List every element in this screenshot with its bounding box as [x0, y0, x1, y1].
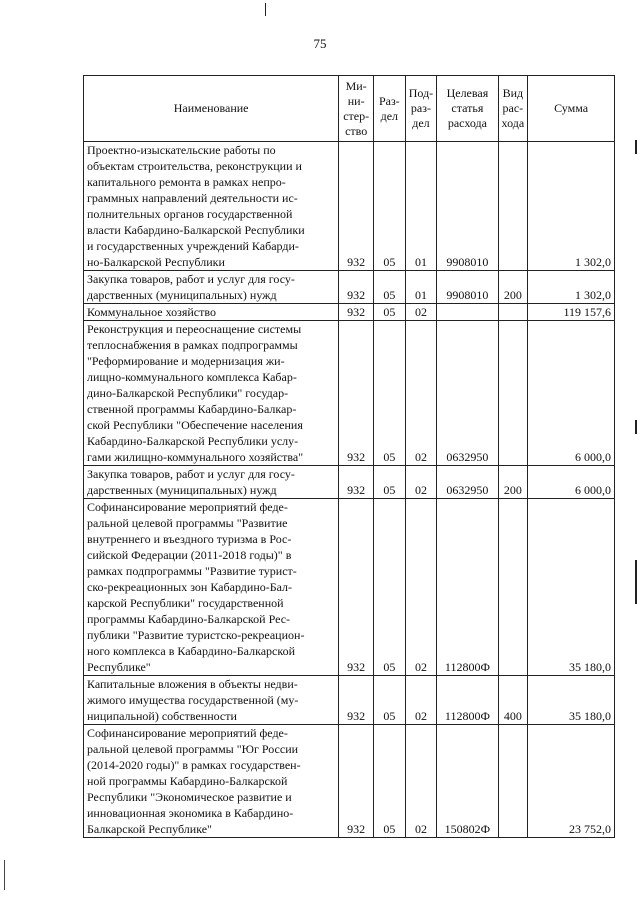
scan-mark — [4, 860, 5, 890]
row-ministry: 932 — [339, 304, 374, 321]
row-target-item: 150802Ф — [437, 725, 498, 838]
row-section: 05 — [374, 142, 406, 271]
scan-mark — [635, 560, 637, 604]
scan-mark — [265, 3, 266, 16]
row-name: Софинансирование мероприятий феде- ральной целевой программы "Юг России (2014-2020 годы)" в рамках государствен- ной программы Кабардино-Балкарской Республики "Экономическое развитие и инновационная экономика в Кабардино- Балкарской Республике" — [84, 725, 339, 838]
row-ministry: 932 — [339, 499, 374, 676]
row-subsection: 02 — [405, 676, 437, 725]
row-ministry: 932 — [339, 466, 374, 499]
row-section: 05 — [374, 466, 406, 499]
row-amount: 6 000,0 — [528, 466, 615, 499]
table-header-row — [84, 76, 615, 142]
table-row — [84, 676, 615, 725]
row-section: 05 — [374, 725, 406, 838]
row-ministry: 932 — [339, 725, 374, 838]
row-section: 05 — [374, 321, 406, 466]
row-subsection: 01 — [405, 142, 437, 271]
budget-table — [83, 75, 615, 838]
row-section: 05 — [374, 676, 406, 725]
header-subsection: Под- раз- дел — [405, 76, 437, 142]
table-row — [84, 142, 615, 271]
table-row — [84, 466, 615, 499]
header-ministry: Ми- ни- стер- ство — [339, 76, 374, 142]
row-expense-type: 400 — [498, 676, 528, 725]
scan-mark — [635, 140, 637, 154]
row-amount: 23 752,0 — [528, 725, 615, 838]
row-subsection: 01 — [405, 271, 437, 304]
row-subsection: 02 — [405, 466, 437, 499]
row-section: 05 — [374, 499, 406, 676]
row-section: 05 — [374, 271, 406, 304]
row-ministry: 932 — [339, 142, 374, 271]
header-name: Наименование — [84, 76, 339, 142]
row-amount: 1 302,0 — [528, 271, 615, 304]
row-target-item: 0632950 — [437, 466, 498, 499]
row-subsection: 02 — [405, 321, 437, 466]
row-amount: 35 180,0 — [528, 499, 615, 676]
row-target-item: 9908010 — [437, 271, 498, 304]
row-name: Софинансирование мероприятий феде- ральной целевой программы "Развитие внутреннего и въездного туризма в Рос- сийской Федерации (2011-2018 годы)" в рамках подпрограммы "Развитие турист- ско-рекреационных зон Кабардино-Бал- карской Республики" государственной программы Кабардино-Балкарской Рес- публики "Развитие туристско-рекреацион- ного комплекса в Кабардино-Балкарской Республике" — [84, 499, 339, 676]
table-row — [84, 271, 615, 304]
row-section: 05 — [374, 304, 406, 321]
row-subsection: 02 — [405, 304, 437, 321]
row-name: Реконструкция и переоснащение системы теплоснабжения в рамках подпрограммы "Реформирование и модернизация жи- лищно-коммунального комплекса Кабар- дино-Балкарской Республики" государ- ственной программы Кабардино-Балкар- ской Республики "Обеспечение населения Кабардино-Балкарской Республики услу- гами жилищно-коммунального хозяйства" — [84, 321, 339, 466]
row-target-item: 9908010 — [437, 142, 498, 271]
table-row — [84, 499, 615, 676]
row-amount: 1 302,0 — [528, 142, 615, 271]
row-expense-type — [498, 321, 528, 466]
row-ministry: 932 — [339, 321, 374, 466]
header-amount: Сумма — [528, 76, 615, 142]
header-expense-type: Вид рас- хода — [498, 76, 528, 142]
row-name: Коммунальное хозяйство — [84, 304, 339, 321]
row-ministry: 932 — [339, 271, 374, 304]
row-expense-type — [498, 725, 528, 838]
row-amount: 6 000,0 — [528, 321, 615, 466]
row-target-item: 0632950 — [437, 321, 498, 466]
row-name: Проектно-изыскательские работы по объектам строительства, реконструкции и капитального ремонта в рамках непро- граммных направлений деятельности ис- полнительных органов государственной власти Кабардино-Балкарской Республики и государственных учреждений Кабарди- но-Балкарской Республики — [84, 142, 339, 271]
row-target-item: 112800Ф — [437, 499, 498, 676]
header-section: Раз- дел — [374, 76, 406, 142]
row-ministry: 932 — [339, 676, 374, 725]
row-subsection: 02 — [405, 725, 437, 838]
row-name: Капитальные вложения в объекты недви- жимого имущества государственной (му- ниципальной) собственности — [84, 676, 339, 725]
table-row — [84, 321, 615, 466]
row-name: Закупка товаров, работ и услуг для госу- дарственных (муниципальных) нужд — [84, 271, 339, 304]
row-expense-type — [498, 142, 528, 271]
row-target-item — [437, 304, 498, 321]
row-amount: 35 180,0 — [528, 676, 615, 725]
row-amount: 119 157,6 — [528, 304, 615, 321]
table-row — [84, 725, 615, 838]
row-expense-type: 200 — [498, 466, 528, 499]
row-target-item: 112800Ф — [437, 676, 498, 725]
row-expense-type — [498, 304, 528, 321]
row-subsection: 02 — [405, 499, 437, 676]
row-expense-type: 200 — [498, 271, 528, 304]
row-name: Закупка товаров, работ и услуг для госу- дарственных (муниципальных) нужд — [84, 466, 339, 499]
header-target-item: Целевая статья расхода — [437, 76, 498, 142]
table-row — [84, 304, 615, 321]
row-expense-type — [498, 499, 528, 676]
scan-mark — [635, 420, 637, 434]
page-number: 75 — [313, 36, 327, 51]
